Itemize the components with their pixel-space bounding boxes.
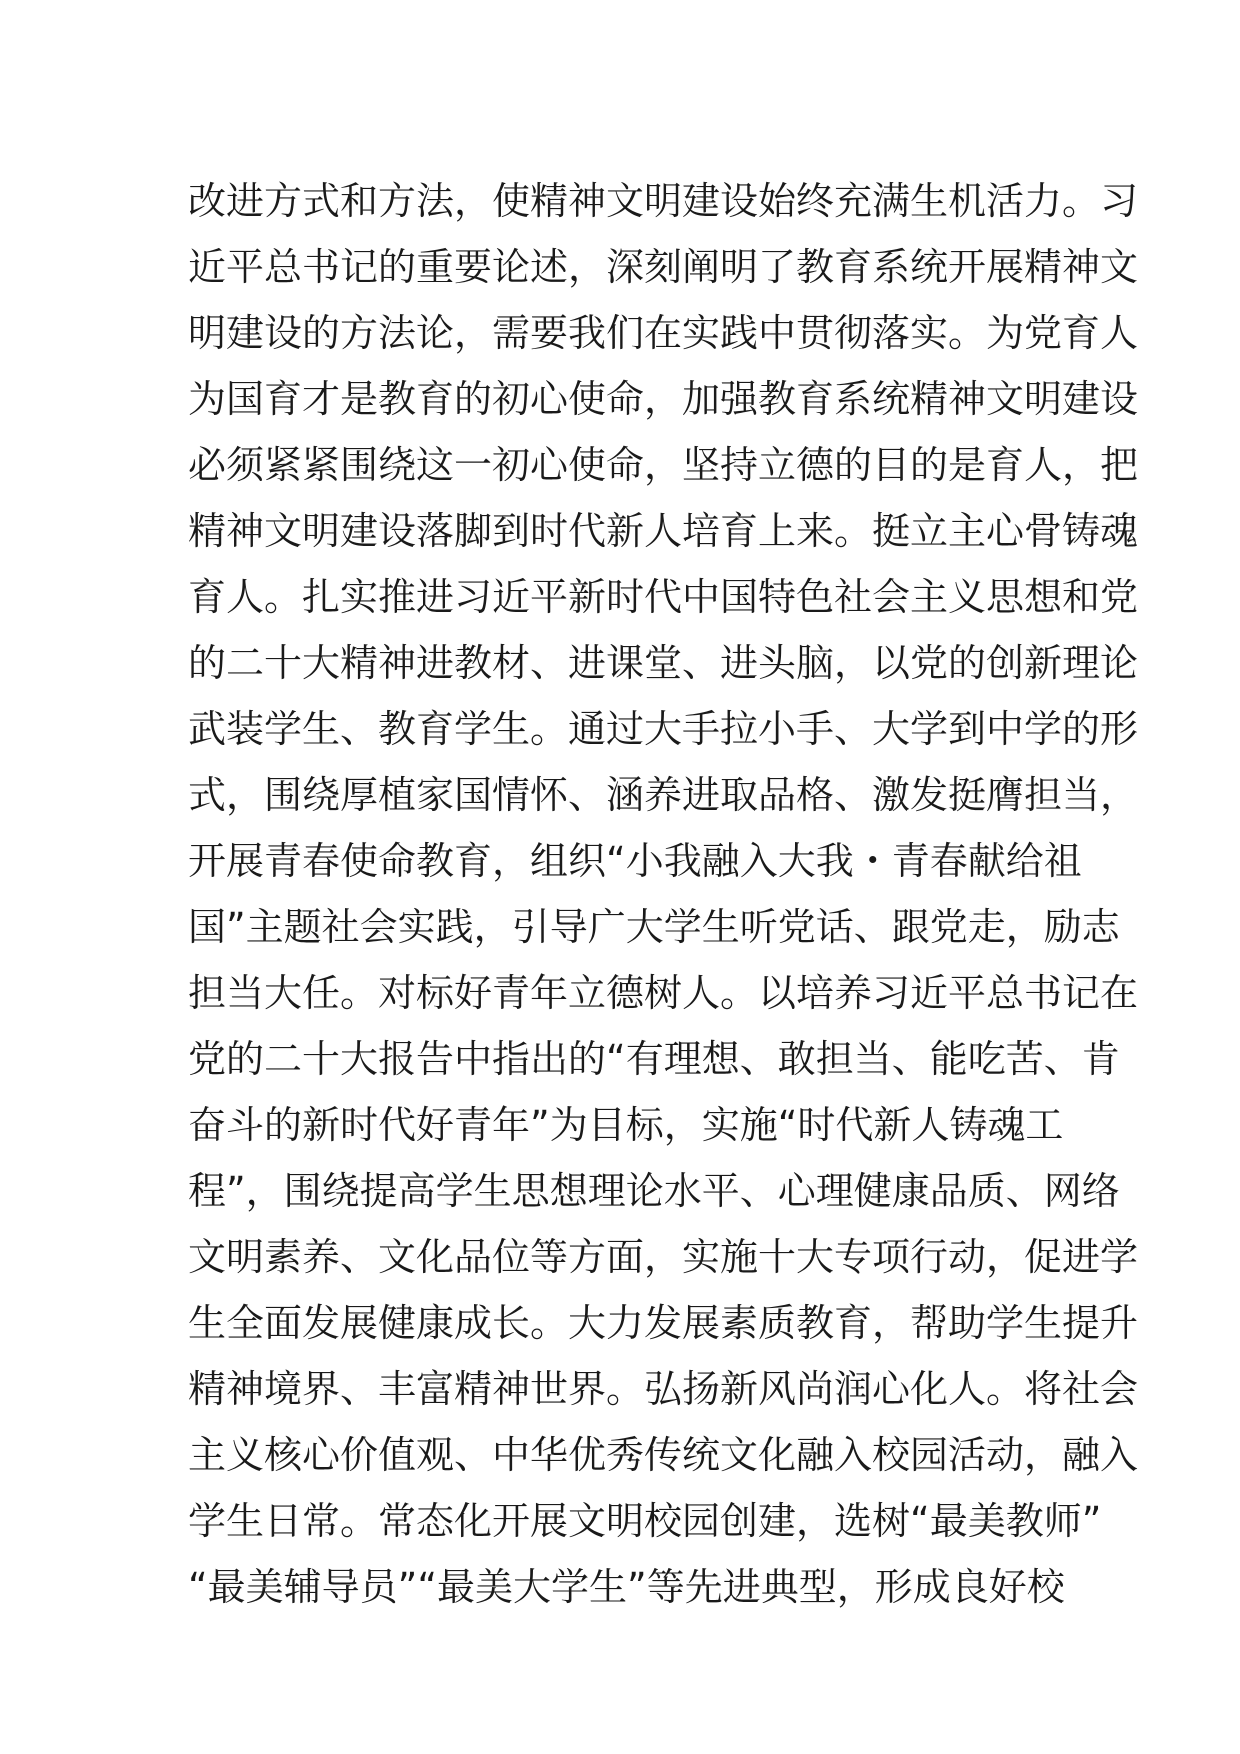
text-line: 主义核心价值观、中华优秀传统文化融入校园活动，融入 <box>188 1433 1139 1477</box>
text-line: 育人。扎实推进习近平新时代中国特色社会主义思想和党 <box>188 575 1139 619</box>
text-line: 改进方式和方法，使精神文明建设始终充满生机活力。习 <box>188 179 1139 223</box>
text-line: “最美辅导员”“最美大学生”等先进典型，形成良好校 <box>188 1565 1065 1609</box>
text-line: 学生日常。常态化开展文明校园创建，选树“最美教师” <box>188 1499 1102 1543</box>
text-line: 开展青春使命教育，组织“小我融入大我・青春献给祖 <box>188 839 1082 883</box>
text-line: 武装学生、教育学生。通过大手拉小手、大学到中学的形 <box>188 707 1139 751</box>
text-line: 国”主题社会实践，引导广大学生听党话、跟党走，励志 <box>188 905 1120 949</box>
text-line: 程”，围绕提高学生思想理论水平、心理健康品质、网络 <box>188 1169 1120 1213</box>
text-line: 文明素养、文化品位等方面，实施十大专项行动，促进学 <box>188 1235 1139 1279</box>
text-line: 必须紧紧围绕这一初心使命，坚持立德的目的是育人，把 <box>188 443 1139 487</box>
text-line: 担当大任。对标好青年立德树人。以培养习近平总书记在 <box>188 971 1139 1015</box>
text-line: 精神文明建设落脚到时代新人培育上来。挺立主心骨铸魂 <box>188 509 1139 553</box>
text-line: 明建设的方法论，需要我们在实践中贯彻落实。为党育人 <box>188 311 1139 355</box>
text-line: 党的二十大报告中指出的“有理想、敢担当、能吃苦、肯 <box>188 1037 1120 1081</box>
text-line: 近平总书记的重要论述，深刻阐明了教育系统开展精神文 <box>188 245 1139 289</box>
text-line: 为国育才是教育的初心使命，加强教育系统精神文明建设 <box>188 377 1139 421</box>
text-line: 式，围绕厚植家国情怀、涵养进取品格、激发挺膺担当， <box>188 773 1139 817</box>
text-line: 精神境界、丰富精神世界。弘扬新风尚润心化人。将社会 <box>188 1367 1139 1411</box>
text-line: 奋斗的新时代好青年”为目标，实施“时代新人铸魂工 <box>188 1103 1064 1147</box>
text-line: 生全面发展健康成长。大力发展素质教育，帮助学生提升 <box>188 1301 1139 1345</box>
text-line: 的二十大精神进教材、进课堂、进头脑，以党的创新理论 <box>188 641 1139 685</box>
body-paragraph <box>188 168 1139 1620</box>
